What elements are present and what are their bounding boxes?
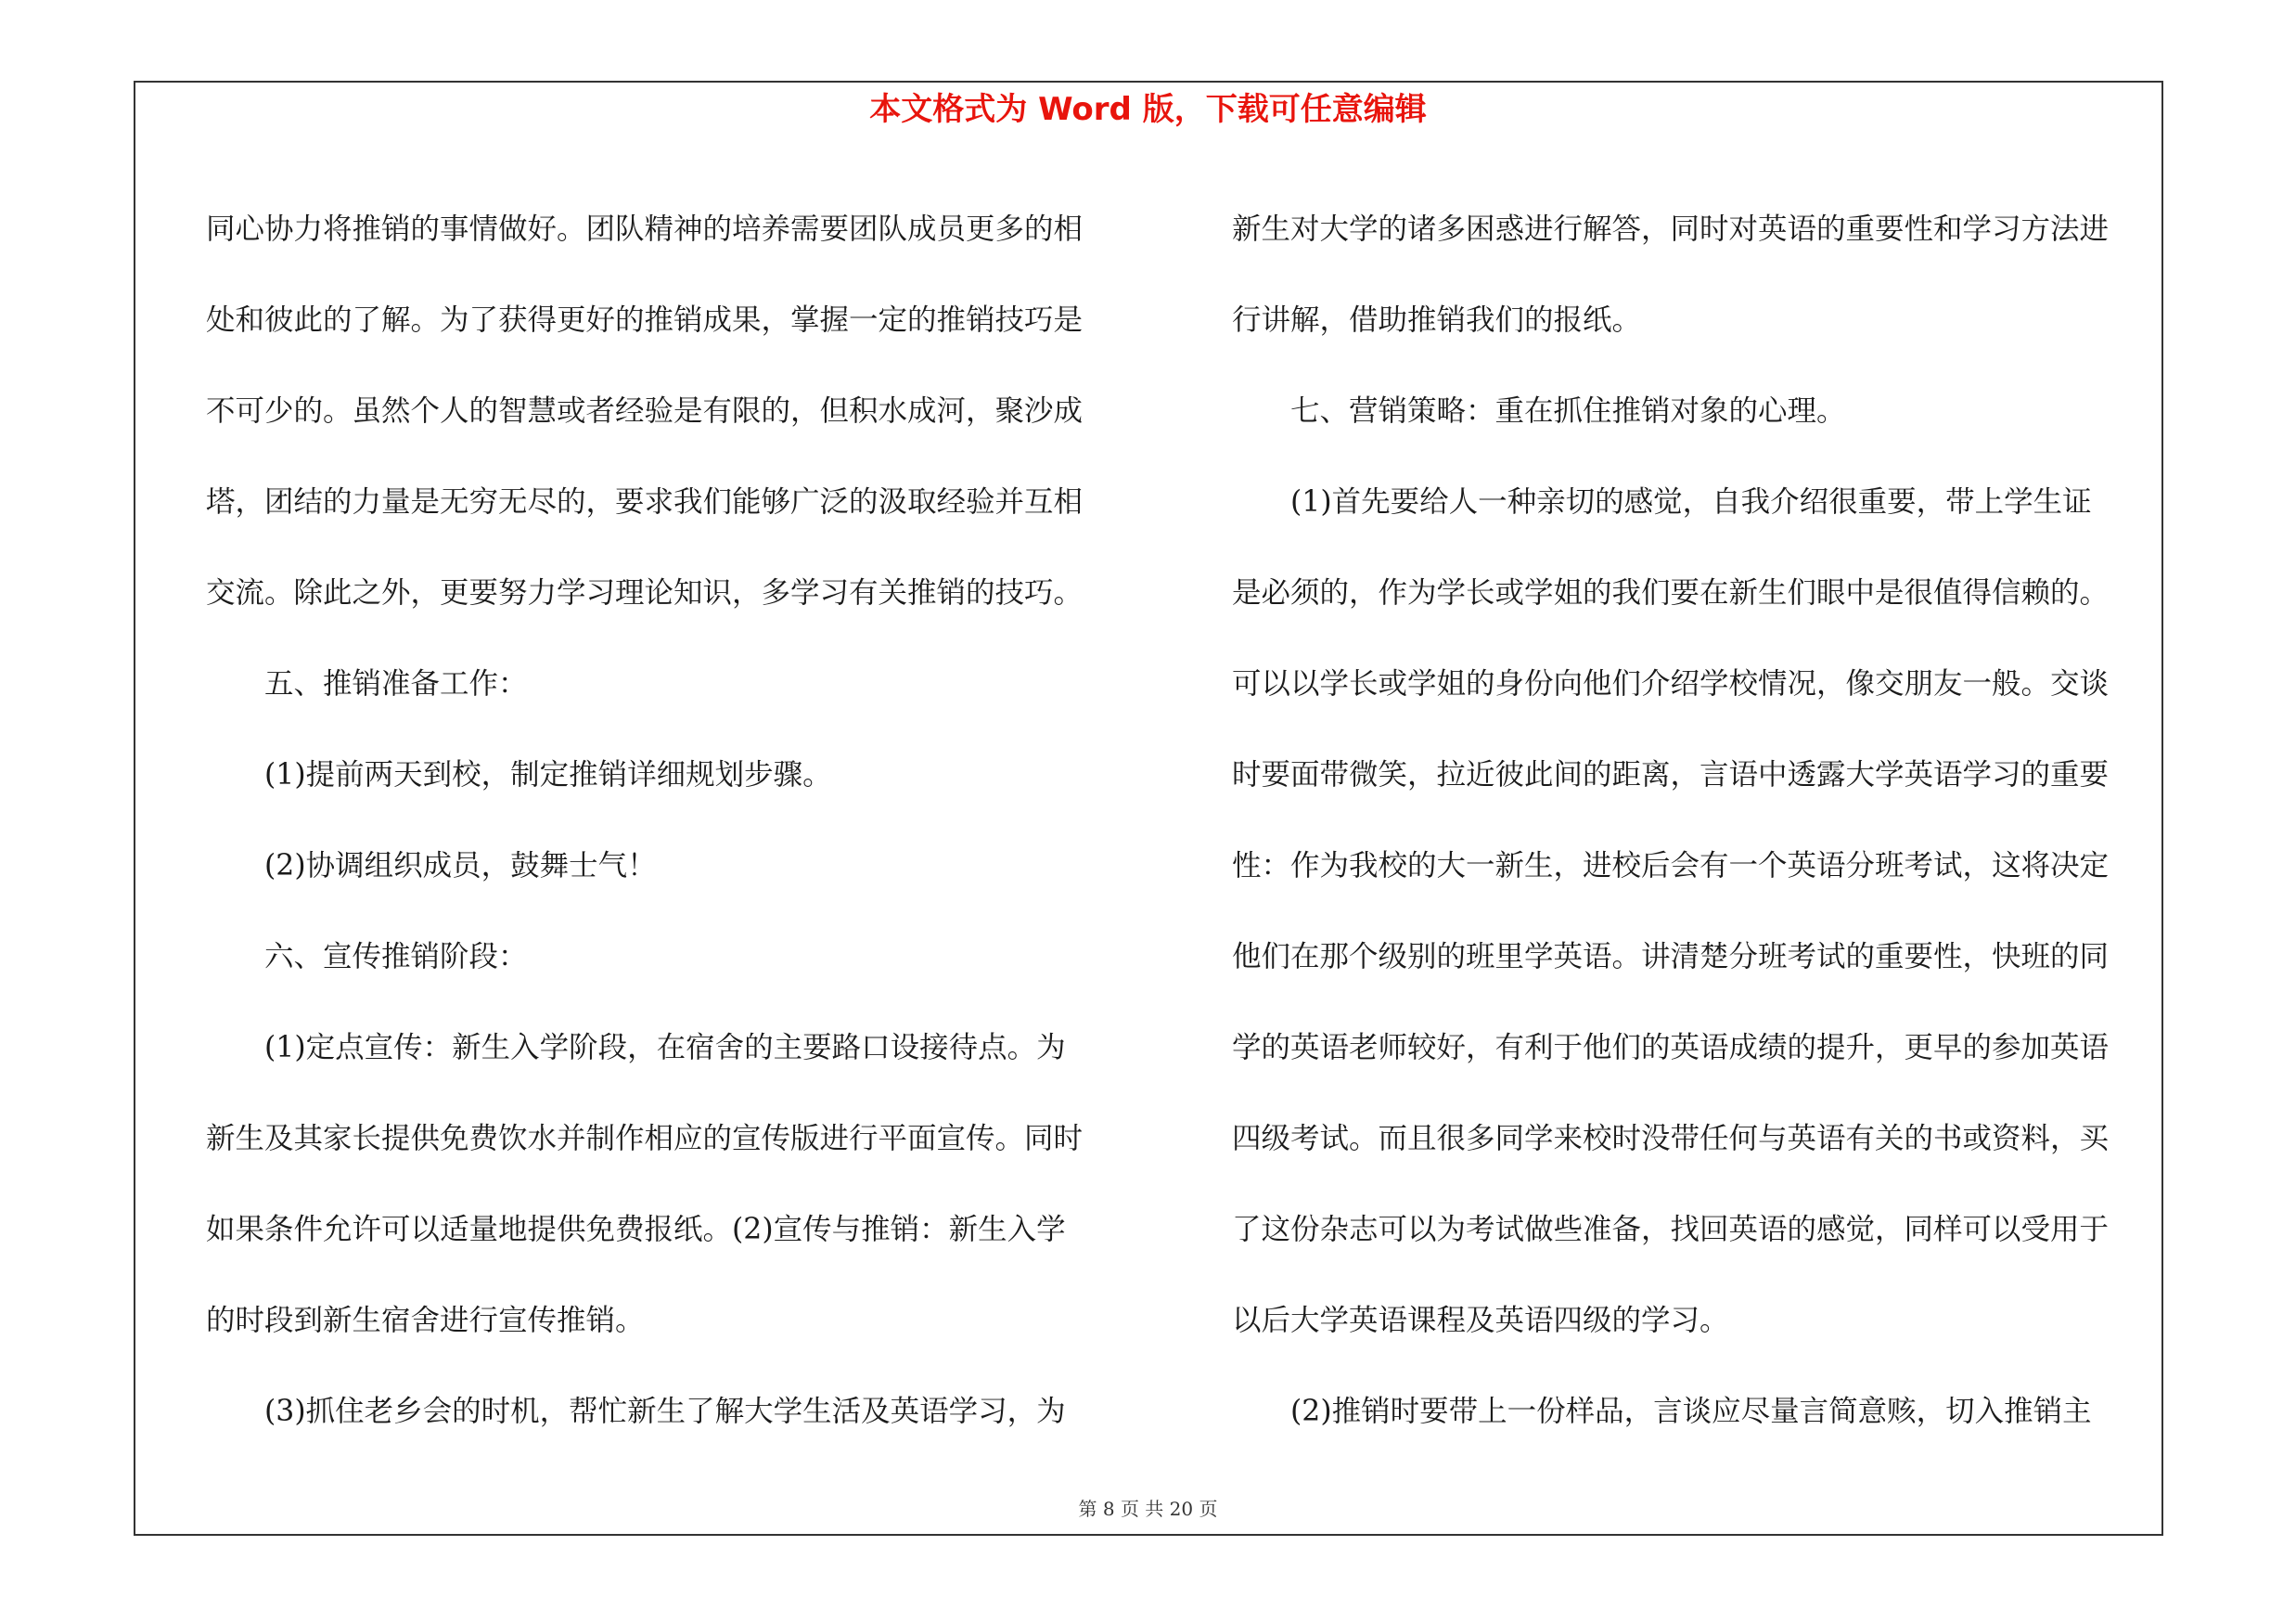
- right-column: [1232, 184, 2160, 1457]
- paragraph-line: 性：作为我校的大一新生，进校后会有一个英语分班考试，这将决定: [1232, 849, 2110, 882]
- paragraph-line: 不可少的。虽然个人的智慧或者经验是有限的，但积水成河，聚沙成: [206, 394, 1084, 428]
- paragraph-line: 交流。除此之外，更要努力学习理论知识，多学习有关推销的技巧。: [206, 576, 1084, 610]
- list-item: (3)抓住老乡会的时机，帮忙新生了解大学生活及英语学习，为: [264, 1395, 1066, 1428]
- section-heading: 七、营销策略：重在抓住推销对象的心理。: [1290, 394, 1846, 428]
- paragraph-line: 是必须的，作为学长或学姐的我们要在新生们眼中是很值得信赖的。: [1232, 576, 2110, 610]
- list-item: (1)首先要给人一种亲切的感觉，自我介绍很重要，带上学生证: [1290, 485, 2092, 519]
- paragraph-line: 处和彼此的了解。为了获得更好的推销成果，掌握一定的推销技巧是: [206, 303, 1084, 337]
- paragraph-line: 他们在那个级别的班里学英语。讲清楚分班考试的重要性，快班的同: [1232, 940, 2110, 973]
- header-banner: 本文格式为 Word 版，下载可任意编辑: [869, 91, 1427, 128]
- page-indicator: 第 8 页 共 20 页: [1078, 1498, 1218, 1520]
- list-item: (2)推销时要带上一份样品，言谈应尽量言简意赅，切入推销主: [1290, 1395, 2092, 1428]
- paragraph-line: 的时段到新生宿舍进行宣传推销。: [206, 1304, 645, 1337]
- paragraph-line: 以后大学英语课程及英语四级的学习。: [1232, 1304, 1729, 1337]
- paragraph-line: 如果条件允许可以适量地提供免费报纸。(2)宣传与推销：新生入学: [206, 1213, 1066, 1246]
- paragraph-line: 行讲解，借助推销我们的报纸。: [1232, 303, 1642, 337]
- list-item: (2)协调组织成员，鼓舞士气！: [264, 849, 657, 882]
- paragraph-line: 四级考试。而且很多同学来校时没带任何与英语有关的书或资料，买: [1232, 1122, 2110, 1155]
- list-item: (1)定点宣传：新生入学阶段，在宿舍的主要路口设接待点。为: [264, 1031, 1066, 1064]
- paragraph-line: 了这份杂志可以为考试做些准备，找回英语的感觉，同样可以受用于: [1232, 1213, 2110, 1246]
- paragraph-line: 新生及其家长提供免费饮水并制作相应的宣传版进行平面宣传。同时: [206, 1122, 1084, 1155]
- paragraph-line: 时要面带微笑，拉近彼此间的距离，言语中透露大学英语学习的重要: [1232, 758, 2110, 792]
- paragraph-line: 学的英语老师较好，有利于他们的英语成绩的提升，更早的参加英语: [1232, 1031, 2110, 1064]
- section-heading: 六、宣传推销阶段：: [264, 940, 528, 973]
- list-item: (1)提前两天到校，制定推销详细规划步骤。: [264, 758, 832, 792]
- section-heading: 五、推销准备工作：: [264, 667, 528, 701]
- paragraph-line: 同心协力将推销的事情做好。团队精神的培养需要团队成员更多的相: [206, 213, 1084, 246]
- paragraph-line: 可以以学长或学姐的身份向他们介绍学校情况，像交朋友一般。交谈: [1232, 667, 2110, 701]
- paragraph-line: 新生对大学的诸多困惑进行解答，同时对英语的重要性和学习方法进: [1232, 213, 2110, 246]
- paragraph-line: 塔，团结的力量是无穷无尽的，要求我们能够广泛的汲取经验并互相: [206, 485, 1084, 519]
- left-column: [206, 184, 1134, 1457]
